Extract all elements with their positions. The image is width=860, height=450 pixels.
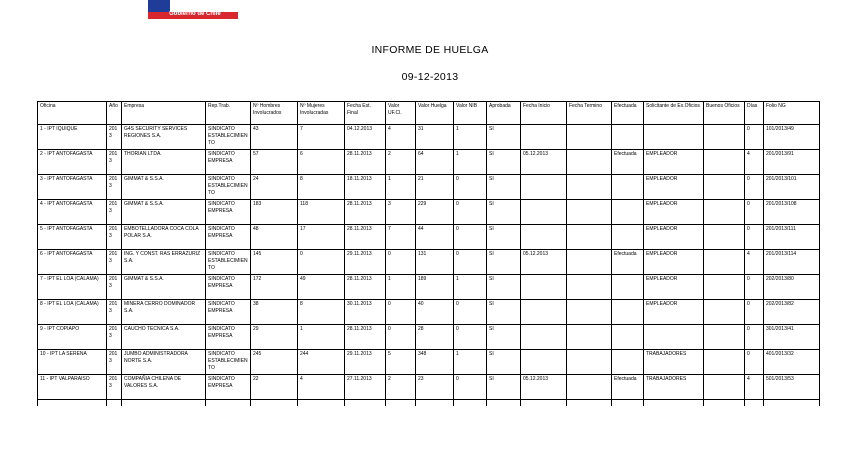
table-cell: SI [487,350,521,375]
table-cell: 1 [454,275,487,300]
table-cell: 2013 [107,150,122,175]
table-cell: 0 [745,200,764,225]
table-cell: 6 - IPT ANTOFAGASTA [38,250,107,275]
table-cell: SINDICATO ESTABLECIMIENTO [206,125,251,150]
table-cell: 0 [298,250,345,275]
table-cell: 0 [454,300,487,325]
column-header: Fecha Termino [567,102,612,125]
table-cell [521,400,567,407]
table-cell: 48 [251,225,298,250]
column-header: Valor UF.Cl. [386,102,416,125]
table-cell: 0 [745,325,764,350]
table-cell: 1 [386,175,416,200]
table-cell: GIMMAT & S.S.A. [122,175,206,200]
table-cell [612,350,644,375]
table-cell [704,150,745,175]
table-cell: 201/2013/101 [764,175,820,200]
table-cell [612,400,644,407]
table-cell [704,400,745,407]
table-cell: 0 [454,225,487,250]
table-cell: 501/2013/53 [764,375,820,400]
column-header: Oficina [38,102,107,125]
table-cell: 2013 [107,275,122,300]
column-header: Nº Mujeres Involucradas [298,102,345,125]
table-row [38,225,820,250]
report-date: 09-12-2013 [401,71,459,83]
logo-blue-block [148,0,170,12]
table-cell [567,300,612,325]
table-cell: 201/2013/111 [764,225,820,250]
table-cell [521,275,567,300]
table-cell: 30.11.2013 [345,300,386,325]
table-cell: MINERA CERRO DOMINADOR S.A. [122,300,206,325]
table-cell: 4 [386,125,416,150]
table-cell: 5 - IPT ANTOFAGASTA [38,225,107,250]
table-cell [612,225,644,250]
table-row [38,250,820,275]
table-cell: SI [487,275,521,300]
table-cell: 1 [454,350,487,375]
table-cell: 118 [298,200,345,225]
table-cell [521,200,567,225]
table-cell: 0 [745,275,764,300]
table-cell: 348 [416,350,454,375]
table-cell: 04.12.2013 [345,125,386,150]
table-cell [704,125,745,150]
table-cell [704,200,745,225]
table-cell: 201/2013/114 [764,250,820,275]
table-row [38,325,820,350]
table-cell: 18.11.2013 [345,175,386,200]
table-cell: 6 [298,150,345,175]
table-cell [612,325,644,350]
table-row [38,200,820,225]
column-header: Valor NIB [454,102,487,125]
table-cell: 44 [416,225,454,250]
table-cell: SINDICATO ESTABLECIMIENTO [206,250,251,275]
table-cell: TRABAJADORES [644,375,704,400]
table-cell: 1 - IPT IQUIQUE [38,125,107,150]
table-cell [704,175,745,200]
table-row [38,125,820,150]
table-cell: SI [487,225,521,250]
table-cell: SI [487,250,521,275]
table-cell: 0 [454,200,487,225]
table-cell: 2 - IPT ANTOFAGASTA [38,150,107,175]
table-cell: 8 [298,175,345,200]
table-cell [704,375,745,400]
table-cell: 244 [298,350,345,375]
table-cell: 7 - IPT EL LOA (CALAMA) [38,275,107,300]
table-cell: 57 [251,150,298,175]
table-cell [567,200,612,225]
table-cell [567,350,612,375]
table-cell: EMPLEADOR [644,250,704,275]
table-cell: JUMBO ADMINISTRADORA NORTE S.A. [122,350,206,375]
table-cell: SINDICATO ESTABLECIMIENTO [206,350,251,375]
table-cell [704,275,745,300]
table-row [38,275,820,300]
table-cell: 145 [251,250,298,275]
table-cell [612,175,644,200]
table-cell: SI [487,375,521,400]
table-cell: 131 [416,250,454,275]
table-cell [521,300,567,325]
table-cell: 2 [386,375,416,400]
table-cell: 11 - IPT VALPARAISO [38,375,107,400]
table-cell: SINDICATO EMPRESA [206,300,251,325]
table-cell: CAUCHO TECNICA S.A. [122,325,206,350]
table-cell [567,175,612,200]
table-cell: 10 - IPT LA SERENA [38,350,107,375]
table-cell: 4 - IPT ANTOFAGASTA [38,200,107,225]
table-cell: 2 [386,150,416,175]
table-cell: 1 [298,325,345,350]
table-row [38,350,820,375]
table-cell: 1 [454,150,487,175]
table-cell: SI [487,200,521,225]
table-cell: 201/2013/108 [764,200,820,225]
table-cell [612,200,644,225]
column-header: Solicitante de Ex.Oficios [644,102,704,125]
table-cell: 3 - IPT ANTOFAGASTA [38,175,107,200]
table-cell: 2013 [107,300,122,325]
table-cell [612,300,644,325]
table-cell: 202/2013/82 [764,300,820,325]
table-cell: 8 - IPT EL LOA (CALAMA) [38,300,107,325]
column-header: Año [107,102,122,125]
table-cell [487,400,521,407]
table-cell: SI [487,300,521,325]
column-header: Rep.Trab. [206,102,251,125]
table-cell [567,125,612,150]
table-cell: 28.11.2013 [345,225,386,250]
table-cell: 183 [251,200,298,225]
table-cell: SINDICATO ESTABLECIMIENTO [206,175,251,200]
table-cell: G4S SECURITY SERVICES REGIONES S.A. [122,125,206,150]
column-header: Empresa [122,102,206,125]
table-cell: 28 [416,325,454,350]
column-header: Fecha Inicio [521,102,567,125]
table-cell: 172 [251,275,298,300]
table-cell: 2013 [107,250,122,275]
table-cell: 4 [298,375,345,400]
table-cell: EMPLEADOR [644,175,704,200]
table-cell: 0 [386,250,416,275]
table-cell: SINDICATO EMPRESA [206,275,251,300]
table-cell [567,325,612,350]
table-cell: 2013 [107,175,122,200]
table-cell: 4 [745,150,764,175]
table-cell [206,400,251,407]
column-header: Valor Huelga [416,102,454,125]
table-cell: 4 [745,375,764,400]
table-cell: 28.11.2013 [345,275,386,300]
table-cell: 05.12.2013 [521,250,567,275]
table-cell: SINDICATO EMPRESA [206,225,251,250]
table-cell: 0 [745,225,764,250]
table-cell: 21 [416,175,454,200]
table-cell: 05.12.2013 [521,375,567,400]
table-cell [454,400,487,407]
table-cell: COMPAÑIA CHILENA DE VALORES S.A. [122,375,206,400]
table-cell: 29.11.2013 [345,250,386,275]
table-row [38,175,820,200]
table-cell [567,225,612,250]
table-body [38,125,820,407]
table-cell [416,400,454,407]
table-cell: Efectuada [612,375,644,400]
table-cell: 31 [416,125,454,150]
table-cell: GIMMAT & S.S.A. [122,200,206,225]
table-cell: 7 [386,225,416,250]
table-cell [521,325,567,350]
table-cell: 101/2013/49 [764,125,820,150]
table-cell: SINDICATO EMPRESA [206,150,251,175]
column-header: Días [745,102,764,125]
table-cell: 0 [454,325,487,350]
table-cell: 2013 [107,325,122,350]
table-cell: 5 [386,350,416,375]
table-cell: EMPLEADOR [644,225,704,250]
table-row-partial [38,400,820,407]
table-cell: EMPLEADOR [644,275,704,300]
table-cell: 4 [745,250,764,275]
table-cell: Efectuada [612,250,644,275]
column-header: Folio NG [764,102,820,125]
table-cell [107,400,122,407]
table-cell: 0 [745,350,764,375]
table-cell: 0 [745,175,764,200]
table-cell [567,250,612,275]
table-cell [386,400,416,407]
column-header: Fecha Est. Final [345,102,386,125]
table-cell: 28.11.2013 [345,200,386,225]
table-cell: 28.11.2013 [345,325,386,350]
table-cell: 2013 [107,200,122,225]
table-header-row [38,102,820,125]
table-cell: GIMMAT & S.S.A. [122,275,206,300]
table-cell [521,125,567,150]
column-header: Nº Hombres Involucrados [251,102,298,125]
column-header: Buenos Oficios [704,102,745,125]
logo-text: Gobierno de Chile [169,11,221,17]
table-cell [251,400,298,407]
table-cell: 29.11.2013 [345,350,386,375]
table-row [38,150,820,175]
table-cell: ING. Y CONST. RAS ERRAZURIZ S.A. [122,250,206,275]
table-cell: 0 [454,250,487,275]
table-cell: 202/2013/80 [764,275,820,300]
table-cell: 23 [416,375,454,400]
table-row [38,375,820,400]
table-cell: 64 [416,150,454,175]
table-cell [567,275,612,300]
table-cell [704,300,745,325]
table-cell [38,400,107,407]
table-cell: 28.11.2013 [345,150,386,175]
table-cell: SI [487,325,521,350]
table-row [38,300,820,325]
table-cell [704,350,745,375]
table-cell [521,175,567,200]
table-cell [567,375,612,400]
table-cell: 9 - IPT COPIAPO [38,325,107,350]
table-cell: 0 [386,300,416,325]
table-cell: 29 [251,325,298,350]
table-cell [521,225,567,250]
table-cell: SI [487,150,521,175]
table-cell: 2013 [107,375,122,400]
table-cell: EMPLEADOR [644,200,704,225]
table-cell: 2013 [107,225,122,250]
table-cell: 1 [386,275,416,300]
table-cell: EMBOTELLADORA COCA COLA POLAR S.A. [122,225,206,250]
table-cell: 43 [251,125,298,150]
table-cell [345,400,386,407]
table-cell: 401/2013/32 [764,350,820,375]
table-cell: SI [487,125,521,150]
table-cell: 2013 [107,125,122,150]
table-cell: 7 [298,125,345,150]
table-cell: 0 [386,325,416,350]
table-cell [521,350,567,375]
table-cell: 40 [416,300,454,325]
table-cell [644,325,704,350]
table-cell: 49 [298,275,345,300]
table-cell: EMPLEADOR [644,150,704,175]
table-cell [612,125,644,150]
table-cell: 301/2013/41 [764,325,820,350]
table-cell [764,400,820,407]
table-cell: SINDICATO EMPRESA [206,375,251,400]
table-cell [567,150,612,175]
table-cell: 05.12.2013 [521,150,567,175]
table-cell [745,400,764,407]
table-cell: 3 [386,200,416,225]
table-cell: SI [487,175,521,200]
table-cell: 24 [251,175,298,200]
table-cell [612,275,644,300]
table-cell: 22 [251,375,298,400]
table-cell: TRABAJADORES [644,350,704,375]
table-cell: 201/2013/91 [764,150,820,175]
table-cell [704,225,745,250]
table-cell: 0 [454,375,487,400]
table-cell [704,325,745,350]
table-cell: 1 [454,125,487,150]
table-cell: SINDICATO EMPRESA [206,200,251,225]
column-header: Efectuada [612,102,644,125]
table-cell [567,400,612,407]
column-header: Aprobada [487,102,521,125]
table-cell: 0 [745,300,764,325]
table-cell: THORIAN LTDA. [122,150,206,175]
table-cell: Efectuada [612,150,644,175]
table-cell: 0 [745,125,764,150]
table-cell: EMPLEADOR [644,300,704,325]
table-cell: 17 [298,225,345,250]
table-cell: 245 [251,350,298,375]
table-cell: SINDICATO EMPRESA [206,325,251,350]
table-cell [704,250,745,275]
table-cell [122,400,206,407]
table-cell: 38 [251,300,298,325]
table-cell: 189 [416,275,454,300]
table-cell [298,400,345,407]
table-cell [644,125,704,150]
strike-report-table [37,101,820,406]
table-cell: 27.11.2013 [345,375,386,400]
table-cell: 0 [454,175,487,200]
table-cell: 2013 [107,350,122,375]
table-cell [644,400,704,407]
government-logo [148,0,238,19]
report-title: INFORME DE HUELGA [371,44,489,56]
table-cell: 8 [298,300,345,325]
table-cell: 229 [416,200,454,225]
